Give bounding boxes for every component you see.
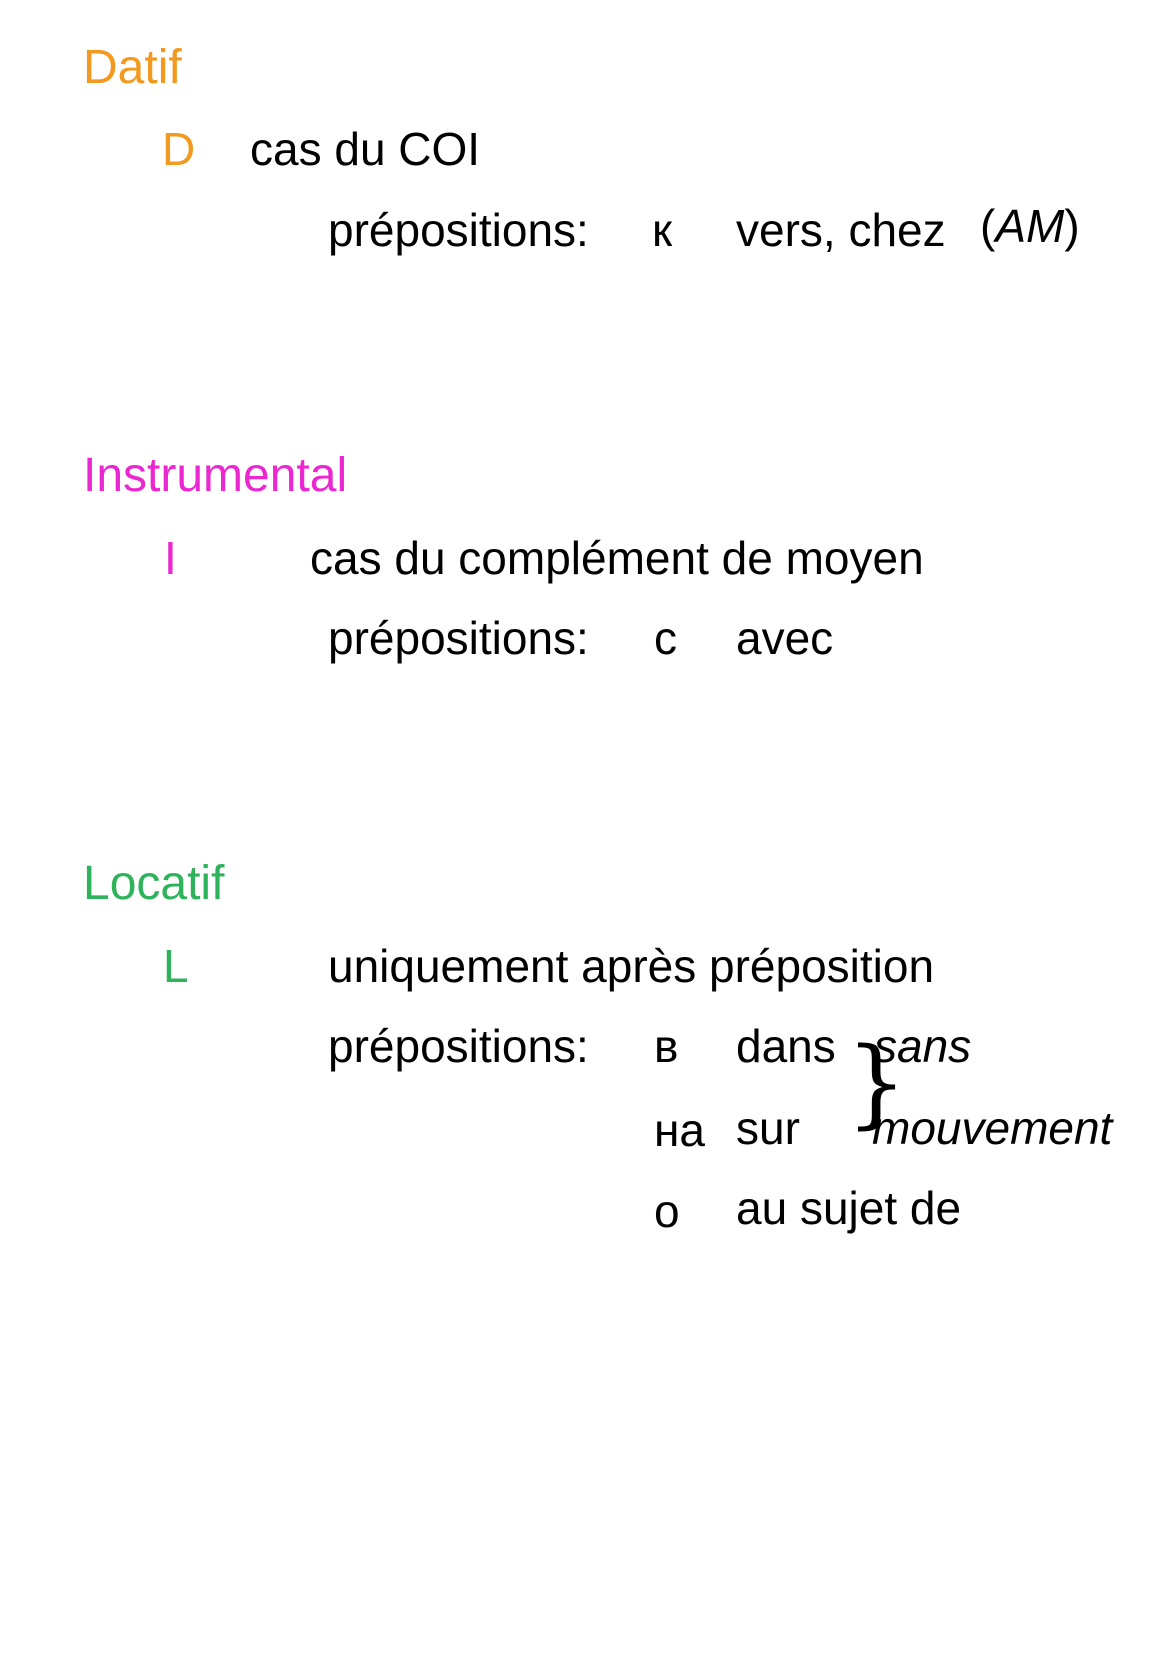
instrumental-letter: I xyxy=(164,532,177,584)
instrumental-description: cas du complément de moyen xyxy=(310,532,924,584)
locative-prepositions-label: prépositions: xyxy=(328,1020,589,1072)
instrumental-preposition: с xyxy=(654,612,677,664)
dative-note-open: ( xyxy=(980,200,996,252)
dative-prepositions-label: prépositions: xyxy=(328,204,589,256)
locative-preposition: о xyxy=(654,1185,680,1237)
dative-description: cas du COI xyxy=(250,123,481,175)
locative-meaning: sur xyxy=(736,1102,800,1154)
locative-brace-note-line2: mouvement xyxy=(872,1102,1113,1154)
locative-meaning: au sujet de xyxy=(736,1182,962,1234)
instrumental-prepositions-label: prépositions: xyxy=(328,612,589,664)
locative-title: Locatif xyxy=(83,857,225,910)
locative-letter: L xyxy=(163,940,189,992)
dative-preposition: к xyxy=(652,204,673,256)
dative-note xyxy=(980,200,1080,252)
locative-preposition: на xyxy=(654,1104,705,1156)
instrumental-meaning: avec xyxy=(736,612,834,664)
dative-note-close: ) xyxy=(1064,200,1080,252)
dative-title: Datif xyxy=(83,41,182,94)
locative-preposition: в xyxy=(654,1020,679,1072)
instrumental-title: Instrumental xyxy=(83,449,348,502)
dative-letter: D xyxy=(162,123,196,175)
locative-description: uniquement après préposition xyxy=(328,940,935,992)
dative-meaning: vers, chez xyxy=(736,204,946,256)
locative-brace-note-line1: sans xyxy=(874,1020,972,1072)
dative-note-italic: AM xyxy=(995,200,1065,252)
curly-brace-icon: } xyxy=(846,1027,908,1139)
locative-meaning: dans xyxy=(736,1020,836,1072)
